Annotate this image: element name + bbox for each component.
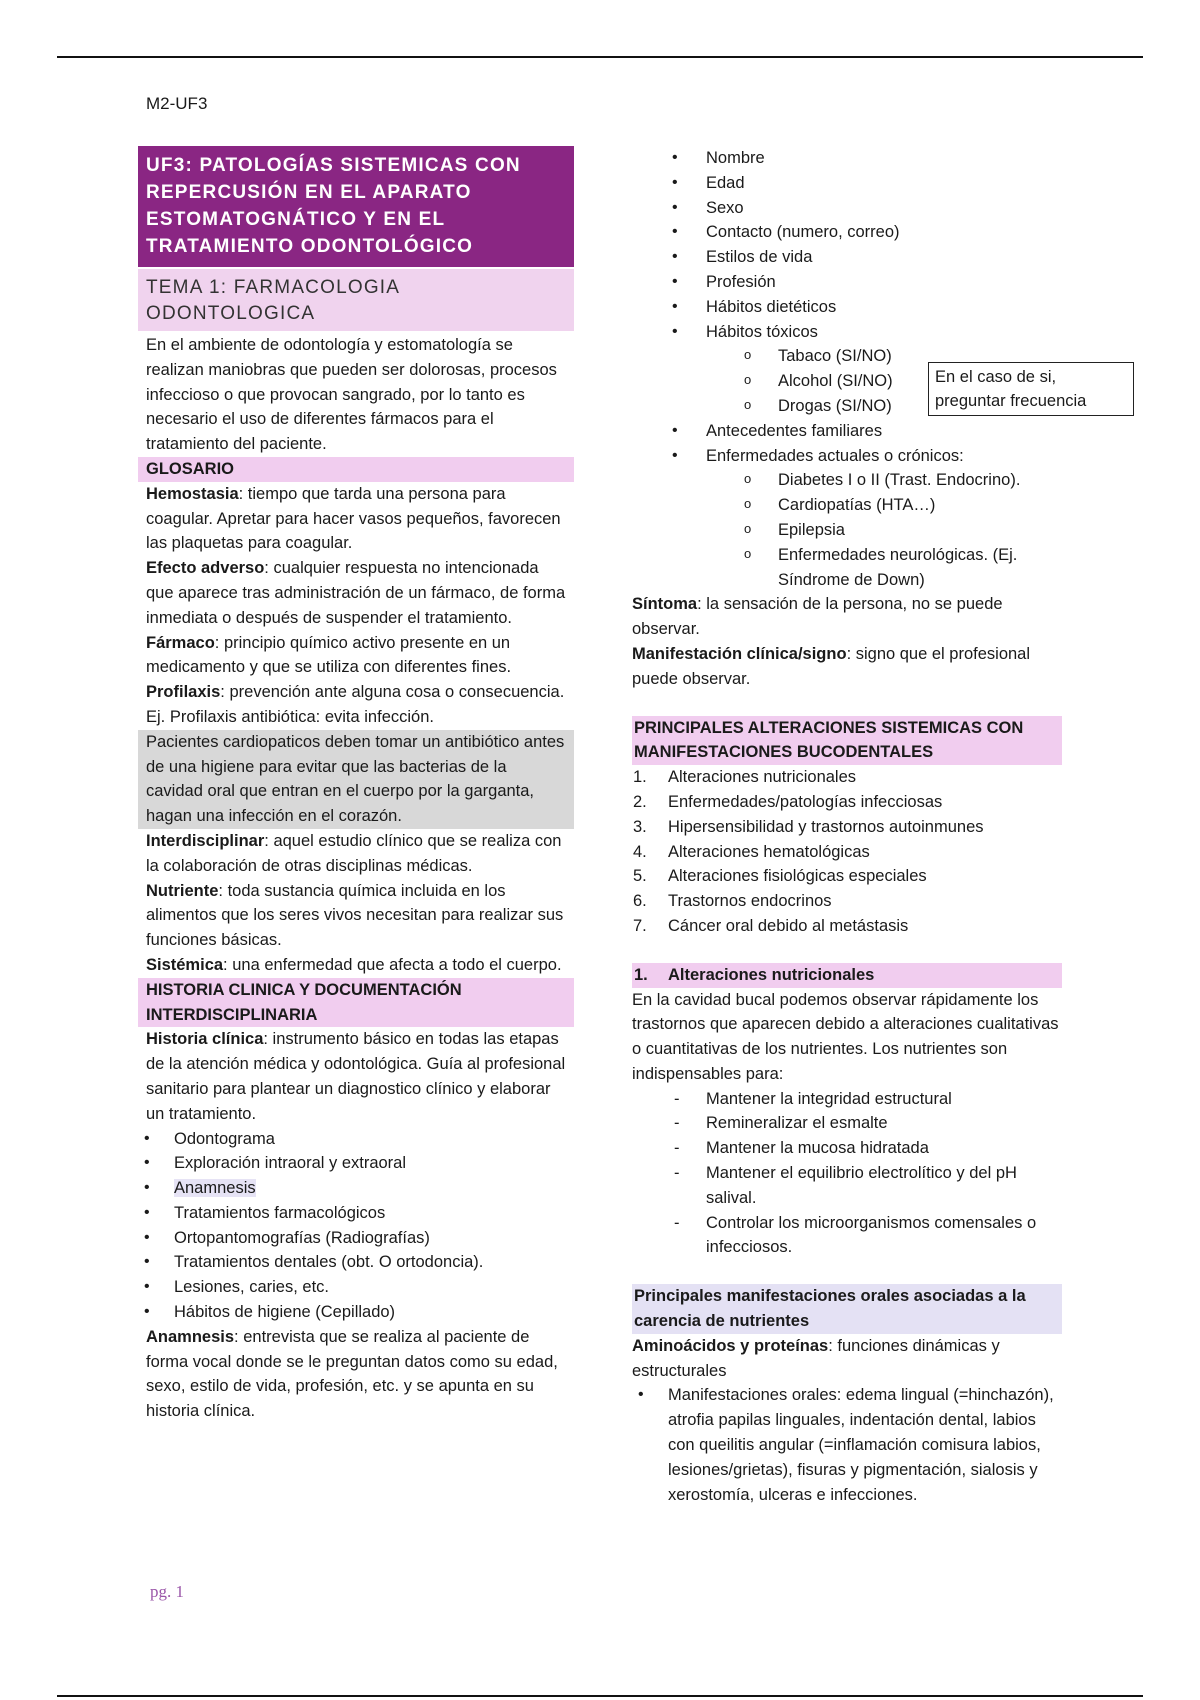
item-number: 1. xyxy=(633,768,647,787)
item-number: 2. xyxy=(633,792,647,811)
highlighted-text: Anamnesis xyxy=(174,1179,256,1198)
intro-paragraph: En el ambiente de odontología y estomatología se realizan maniobras que pueden ser dolorosas, procesos infeccioso o que provocan sangrado, por lo tanto es necesario el uso de diferentes fármacos para el tratamiento del paciente. xyxy=(146,336,557,454)
list-item: • Nombre xyxy=(632,146,1062,171)
unit-title: UF3: PATOLOGÍAS SISTEMICAS CON REPERCUSIÓN EN EL APARATO ESTOMATOGNÁTICO Y EN EL TRATAMIENTO ODONTOLÓGICO xyxy=(138,146,574,267)
item-number: 7. xyxy=(633,916,647,935)
aminoacidos-definition xyxy=(632,1334,1062,1384)
item-text: Enfermedades/patologías infecciosas xyxy=(668,792,943,811)
list-item: • Contacto (numero, correo) xyxy=(632,220,1062,245)
list-item: • Lesiones, caries, etc. xyxy=(138,1275,574,1300)
cardiopatia-note: Pacientes cardiopaticos deben tomar un antibiótico antes de una higiene para evitar que las bacterias de la cavidad oral que entran en el cuerpo por la garganta, hagan una infección en el corazón. xyxy=(138,730,574,829)
sublist-item: o Diabetes I o II (Trast. Endocrino). xyxy=(632,468,1062,493)
glossary-entry xyxy=(138,556,574,630)
glossary-definition: : principio químico activo presente en un medicamento y que se utiliza con diferentes fines. xyxy=(146,633,512,677)
glossary-term: Hemostasia xyxy=(146,484,239,503)
sublist-item: o Alcohol (SI/NO) xyxy=(632,369,1062,394)
glossary-term: Anamnesis xyxy=(146,1327,235,1346)
bottom-rule xyxy=(57,1695,1143,1697)
nutricionales-heading xyxy=(632,963,1062,988)
nutricionales-intro: En la cavidad bucal podemos observar rápidamente los trastornos que aparecen debido a alteraciones cualitativas o cuantitativas de los nutrientes. Los nutrientes son indispensables para: xyxy=(632,990,1059,1083)
historia-list xyxy=(138,1127,574,1325)
glossary-term: Efecto adverso xyxy=(146,559,265,578)
glossary-entry xyxy=(138,631,574,681)
list-item: • Manifestaciones orales: edema lingual (=hinchazón), atrofia papilas linguales, indentación dental, labios con queilitis angular (=inflamación comisura labios, lesiones/grietas), fisuras y pigmentación, sialosis y xerostomía, ulceras e infecciones. xyxy=(632,1383,1062,1507)
aminoacidos-list xyxy=(632,1383,1062,1507)
glosario-heading: GLOSARIO xyxy=(138,457,574,482)
glossary-definition: : signo que el profesional puede observar. xyxy=(632,644,1031,688)
glossary-entry xyxy=(138,680,574,730)
glossary-entry xyxy=(138,829,574,879)
document-header: M2-UF3 xyxy=(146,94,208,113)
glossary-term: Nutriente xyxy=(146,881,219,900)
item-text: Trastornos endocrinos xyxy=(668,892,832,911)
heading-number: 1. xyxy=(634,965,648,984)
anamnesis-data-list xyxy=(632,146,1062,344)
numbered-item xyxy=(632,864,1062,889)
list-item: • Enfermedades actuales o crónicos: xyxy=(632,444,1062,469)
numbered-item xyxy=(632,840,1062,865)
tema-title: TEMA 1: FARMACOLOGIA ODONTOLOGICA xyxy=(138,269,574,331)
numbered-item xyxy=(632,790,1062,815)
glossary-definition: : funciones dinámicas y estructurales xyxy=(632,1336,1000,1380)
item-number: 6. xyxy=(633,892,647,911)
manifestacion-definition xyxy=(632,642,1062,692)
top-rule xyxy=(57,56,1143,58)
glossary-term: Síntoma xyxy=(632,595,698,614)
list-item: • Estilos de vida xyxy=(632,245,1062,270)
glossary-definition: : una enfermedad que afecta a todo el cuerpo. xyxy=(223,955,562,974)
list-item: • Hábitos de higiene (Cepillado) xyxy=(138,1300,574,1325)
item-number: 5. xyxy=(633,867,647,886)
glossary-definition: : toda sustancia química incluida en los alimentos que los seres vivos necesitan para realizar sus funciones básicas. xyxy=(146,881,564,950)
sublist-item: o Enfermedades neurológicas. (Ej. Síndrome de Down) xyxy=(632,543,1062,593)
glossary-term: Sistémica xyxy=(146,955,224,974)
glossary-term: Interdisciplinar xyxy=(146,831,265,850)
glossary-definition: : la sensación de la persona, no se puede observar. xyxy=(632,595,1003,639)
glossary-definition: : tiempo que tarda una persona para coagular. Apretar para hacer vasos pequeños, favorecen las plaquetas para coagular. xyxy=(146,484,561,553)
item-text: Hipersensibilidad y trastornos autoinmunes xyxy=(668,817,984,836)
list-item: - Mantener el equilibrio electrolítico y del pH salival. xyxy=(632,1161,1062,1211)
glossary-term: Historia clínica xyxy=(146,1030,264,1049)
glossary-definition: : instrumento básico en todas las etapas de la atención médica y odontológica. Guía al profesional sanitario para plantear un diagnostico clínico y elaborar un tratamiento. xyxy=(146,1030,566,1123)
historia-definition xyxy=(138,1027,574,1126)
item-text: Alteraciones nutricionales xyxy=(668,768,857,787)
sublist-item: o Cardiopatías (HTA…) xyxy=(632,493,1062,518)
list-item: • Hábitos tóxicos xyxy=(632,320,1062,345)
principales-heading: PRINCIPALES ALTERACIONES SISTEMICAS CON MANIFESTACIONES BUCODENTALES xyxy=(632,716,1062,766)
diseases-sublist xyxy=(632,468,1062,592)
list-item: - Mantener la integridad estructural xyxy=(632,1087,1062,1112)
sublist-item: o Tabaco (SI/NO) xyxy=(632,344,1062,369)
item-number: 3. xyxy=(633,817,647,836)
list-item xyxy=(138,1176,574,1201)
list-item: • Antecedentes familiares xyxy=(632,419,1062,444)
glossary-term: Manifestación clínica/signo xyxy=(632,644,847,663)
sublist-item: o Drogas (SI/NO) xyxy=(632,394,1062,419)
glossary-definition: : cualquier respuesta no intencionada que aparece tras administración de un fármaco, de forma inmediata o después de suspender el tratamiento. xyxy=(146,559,566,627)
item-text: Alteraciones fisiológicas especiales xyxy=(668,867,927,886)
right-column xyxy=(632,146,1062,1507)
historia-heading: HISTORIA CLINICA Y DOCUMENTACIÓN INTERDISCIPLINARIA xyxy=(138,978,574,1028)
glossary-definition: : prevención ante alguna cosa o consecuencia. Ej. Profilaxis antibiótica: evita infección. xyxy=(146,683,565,726)
heading-text: Alteraciones nutricionales xyxy=(668,965,875,984)
list-item: • Hábitos dietéticos xyxy=(632,295,1062,320)
manifestaciones-heading: Principales manifestaciones orales asociadas a la carencia de nutrientes xyxy=(632,1284,1062,1334)
page-number: pg. 1 xyxy=(150,1582,184,1601)
list-item: • Exploración intraoral y extraoral xyxy=(138,1151,574,1176)
item-text: Alteraciones hematológicas xyxy=(668,842,870,861)
anamnesis-definition xyxy=(138,1325,574,1424)
frequency-note-box: En el caso de si, preguntar frecuencia xyxy=(928,362,1134,416)
list-item: • Edad xyxy=(632,171,1062,196)
list-item: - Controlar los microorganismos comensales o infecciosos. xyxy=(632,1211,1062,1261)
numbered-item xyxy=(632,815,1062,840)
list-item: • Ortopantomografías (Radiografías) xyxy=(138,1226,574,1251)
glossary-definition: : aquel estudio clínico que se realiza con la colaboración de otras disciplinas médicas. xyxy=(146,831,562,875)
list-item: • Odontograma xyxy=(138,1127,574,1152)
numbered-item xyxy=(632,765,1062,790)
list-item: • Profesión xyxy=(632,270,1062,295)
sintoma-definition xyxy=(632,592,1062,642)
list-item: - Mantener la mucosa hidratada xyxy=(632,1136,1062,1161)
list-item: • Tratamientos dentales (obt. O ortodoncia). xyxy=(138,1250,574,1275)
list-item: • Sexo xyxy=(632,196,1062,221)
item-text: Cáncer oral debido al metástasis xyxy=(668,916,909,935)
list-item: • Tratamientos farmacológicos xyxy=(138,1201,574,1226)
glossary-entry xyxy=(138,879,574,953)
numbered-item xyxy=(632,914,1062,939)
glossary-term: Fármaco xyxy=(146,633,215,652)
glossary-term: Profilaxis xyxy=(146,683,221,702)
left-column xyxy=(138,146,574,1424)
principales-list xyxy=(632,765,1062,939)
nutrient-functions-list xyxy=(632,1087,1062,1261)
anamnesis-data-list-continued xyxy=(632,419,1062,469)
glossary-entry xyxy=(138,482,574,556)
glossary-term: Aminoácidos y proteínas xyxy=(632,1336,829,1355)
item-number: 4. xyxy=(633,842,647,861)
numbered-item xyxy=(632,889,1062,914)
sublist-item: o Epilepsia xyxy=(632,518,1062,543)
glossary-definition: : entrevista que se realiza al paciente de forma vocal donde se le preguntan datos como su edad, sexo, estilo de vida, profesión, etc. y se apunta en su historia clínica. xyxy=(146,1327,558,1421)
list-item: - Remineralizar el esmalte xyxy=(632,1111,1062,1136)
glossary-entry xyxy=(138,953,574,978)
